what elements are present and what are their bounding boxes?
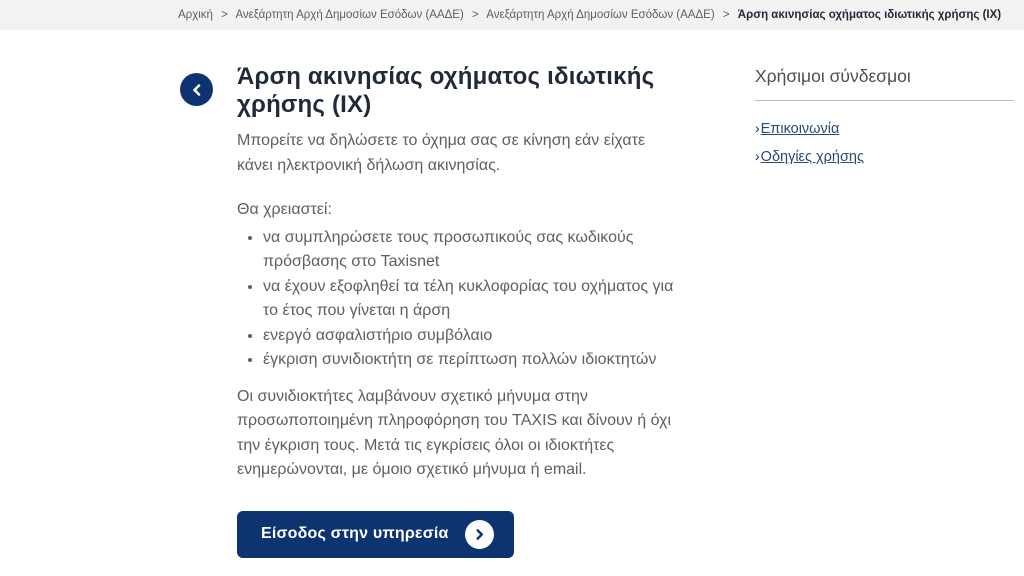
service-login-button-label: Είσοδος στην υπηρεσία bbox=[261, 525, 449, 542]
list-item bbox=[755, 143, 1014, 171]
requirements-label: Θα χρειαστεί: bbox=[237, 201, 332, 218]
chevron-right-small-icon: › bbox=[755, 148, 760, 164]
list-item: • να συμπληρώσετε τους προσωπικούς σας κωδικούς πρόσβασης στο Taxisnet bbox=[263, 226, 682, 275]
requirements-list bbox=[237, 226, 682, 373]
useful-links-sidebar bbox=[755, 66, 1014, 171]
contact-link[interactable]: Επικοινωνία bbox=[760, 121, 840, 137]
usage-instructions-link[interactable]: Οδηγίες χρήσης bbox=[760, 149, 864, 165]
breadcrumb-separator-icon: > bbox=[221, 9, 228, 21]
back-button[interactable] bbox=[180, 73, 213, 106]
list-item: • να έχουν εξοφληθεί τα τέλη κυκλοφορίας του οχήματος για το έτος που γίνεται η άρση bbox=[263, 275, 682, 324]
breadcrumb-separator-icon: > bbox=[722, 9, 730, 21]
intro-paragraph: Μπορείτε να δηλώσετε το όχημα σας σε κίνηση εάν είχατε κάνει ηλεκτρονική δήλωση ακινησίας. bbox=[237, 132, 646, 174]
page-title: Άρση ακινησίας οχήματος ιδιωτικής χρήσης (ΙΧ) bbox=[237, 63, 655, 118]
arrow-right-icon bbox=[465, 520, 494, 549]
breadcrumb-item-aade-1[interactable]: Ανεξάρτητη Αρχή Δημοσίων Εσόδων (ΑΑΔΕ) bbox=[235, 9, 464, 21]
chevron-right-small-icon: › bbox=[755, 120, 760, 136]
useful-links-list bbox=[755, 115, 1014, 171]
list-item: • ενεργό ασφαλιστήριο συμβόλαιο bbox=[263, 324, 682, 349]
service-login-button[interactable] bbox=[237, 511, 514, 558]
breadcrumb-item-current: Άρση ακινησίας οχήματος ιδιωτικής χρήσης (ΙΧ) bbox=[737, 9, 1002, 21]
co-owners-note: Οι συνιδιοκτήτες λαμβάνουν σχετικό μήνυμα στην προσωποποιημένη πληροφόρηση του TAXIS και δίνουν ή όχι την έγκριση τους. Μετά τις εγκρίσεις όλοι οι ιδιοκτήτες ενημερώνονται, με όμοιο σχετικό μήνυμα ή email. bbox=[237, 387, 672, 478]
breadcrumb-separator-icon: > bbox=[472, 9, 479, 21]
breadcrumb bbox=[178, 0, 1001, 30]
breadcrumb-item-aade-2[interactable]: Ανεξάρτητη Αρχή Δημοσίων Εσόδων (ΑΑΔΕ) bbox=[486, 9, 715, 21]
useful-links-title: Χρήσιμοι σύνδεσμοι bbox=[755, 66, 1014, 101]
chevron-left-icon bbox=[191, 84, 203, 96]
breadcrumb-item-home[interactable]: Αρχική bbox=[178, 9, 213, 21]
list-item bbox=[755, 115, 1014, 143]
list-item: • έγκριση συνιδιοκτήτη σε περίπτωση πολλών ιδιοκτητών bbox=[263, 348, 682, 373]
main-content bbox=[237, 63, 682, 558]
breadcrumb-bar bbox=[0, 0, 1024, 30]
